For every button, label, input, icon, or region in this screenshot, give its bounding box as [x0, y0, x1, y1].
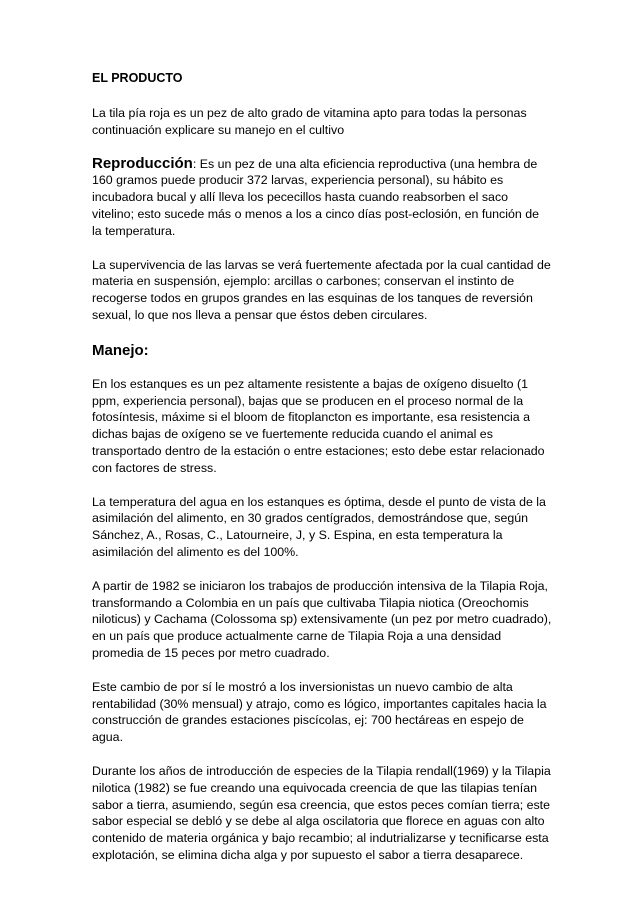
- intro-paragraph: La tila pía roja es un pez de alto grado de vitamina apto para todas la personas continuación explicare su manejo en el cultivo: [92, 106, 527, 137]
- document-page: [92, 70, 552, 864]
- reproduccion-label: Reproducción: [92, 154, 193, 172]
- document-title: EL PRODUCTO: [92, 71, 183, 85]
- manejo-paragraph: Durante los años de introducción de especies de la Tilapia rendall(1969) y la Tilapia nilotica (1982) se fue creando una equivocada creencia de que las tilapias tenían sabor a tierra, asumiendo, según esa creencia, que estos peces comían tierra; este sabor especial se debló y se debe al alga oscilatoria que florece en aguas con alto contenido de materia orgánica y bajo recambio; al indutrializarse y tecnificarse esta explotación, se elimina dicha alga y por supuesto el sabor a tierra desaparece.: [92, 763, 551, 862]
- supervivencia-paragraph: La supervivencia de las larvas se verá fuertemente afectada por la cual cantidad de materia en suspensión, ejemplo: arcillas o carbones; conservan el instinto de recogerse todos en grupos grandes en las esquinas de los tanques de reversión sexual, lo que nos lleva a pensar que éstos deben circulares.: [92, 257, 551, 322]
- manejo-heading: Manejo:: [92, 341, 149, 359]
- manejo-paragraph: La temperatura del agua en los estanques es óptima, desde el punto de vista de la asimilación del alimento, en 30 grados centígrados, demostrándose que, según Sánchez, A., Rosas, C., Latourneire, J, y S. Espina, en esta temperatura la asimilación del alimento es del 100%.: [92, 494, 546, 559]
- manejo-paragraph: En los estanques es un pez altamente resistente a bajas de oxígeno disuelto (1 ppm, experiencia personal), bajas que se producen en el proceso normal de la fotosíntesis, máxime si el bloom de fitoplancton es importante, esa resistencia a dichas bajas de oxígeno se ve fuertemente reducida cuando el animal es transportado dentro de la estación o entre estaciones; esto debe estar relacionado con factores de stress.: [92, 376, 545, 475]
- reproduccion-text: : Es un pez de una alta eficiencia reproductiva (una hembra de 160 gramos puede producir 372 larvas, experiencia personal), su hábito es incubadora bucal y allí lleva los pececillos hasta cuando reabsorben el saco vitelino; esto sucede más o menos a los a cinco días post-eclosión, en función de la temperatura.: [92, 156, 540, 238]
- reproduccion-paragraph: [92, 156, 552, 240]
- manejo-paragraph: A partir de 1982 se iniciaron los trabajos de producción intensiva de la Tilapia Roja, transformando a Colombia en un país que cultivaba Tilapia niotica (Oreochomis niloticus) y Cachama (Colossoma sp) extensivamente (un pez por metro cuadrado), en un país que produce actualmente carne de Tilapia Roja a una densidad promedia de 15 peces por metro cuadrado.: [92, 578, 552, 660]
- manejo-paragraph: Este cambio de por sí le mostró a los inversionistas un nuevo cambio de alta rentabilidad (30% mensual) y atrajo, como es lógico, importantes capitales hacia la construcción de grandes estaciones piscícolas, ej: 700 hectáreas en espejo de agua.: [92, 679, 547, 745]
